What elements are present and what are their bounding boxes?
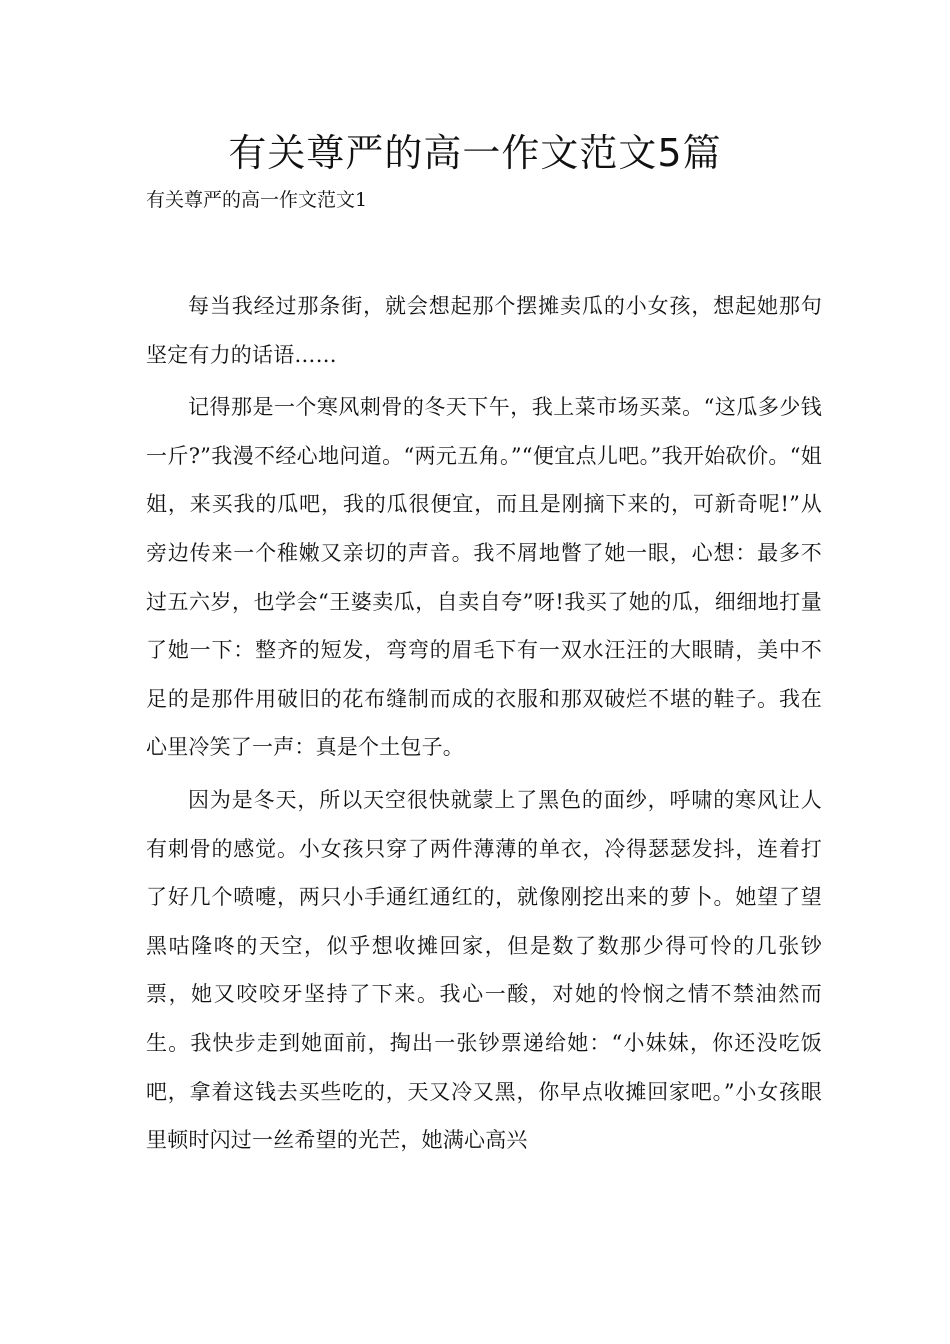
paragraph: 每当我经过那条街，就会想起那个摆摊卖瓜的小女孩，想起她那句坚定有力的话语……: [146, 294, 822, 367]
essay-body: [146, 282, 822, 1169]
document-title: 有关尊严的高一作文范文5篇: [228, 131, 722, 175]
paragraph: 记得那是一个寒风刺骨的冬天下午，我上菜市场买菜。“这瓜多少钱一斤?”我漫不经心地问道。“两元五角。”“便宜点儿吧。”我开始砍价。“姐姐，来买我的瓜吧，我的瓜很便宜，而且是刚摘下来的，可新奇呢!”从旁边传来一个稚嫩又亲切的声音。我不屑地瞥了她一眼，心想：最多不过五六岁，也学会“王婆卖瓜，自卖自夸”呀!我买了她的瓜，细细地打量了她一下：整齐的短发，弯弯的眉毛下有一双水汪汪的大眼睛，美中不足的是那件用破旧的花布缝制而成的衣服和那双破烂不堪的鞋子。我在心里冷笑了一声：真是个土包子。: [146, 395, 822, 760]
paragraph: 因为是冬天，所以天空很快就蒙上了黑色的面纱，呼啸的寒风让人有刺骨的感觉。小女孩只穿了两件薄薄的单衣，冷得瑟瑟发抖，连着打了好几个喷嚏，两只小手通红通红的，就像刚挖出来的萝卜。她望了望黑咕隆咚的天空，似乎想收摊回家，但是数了数那少得可怜的几张钞票，她又咬咬牙坚持了下来。我心一酸，对她的怜悯之情不禁油然而生。我快步走到她面前，掏出一张钞票递给她：“小妹妹，你还没吃饭吧，拿着这钱去买些吃的，天又冷又黑，你早点收摊回家吧。”小女孩眼里顿时闪过一丝希望的光芒，她满心高兴: [146, 787, 822, 1153]
essay-subtitle: 有关尊严的高一作文范文1: [146, 189, 368, 211]
